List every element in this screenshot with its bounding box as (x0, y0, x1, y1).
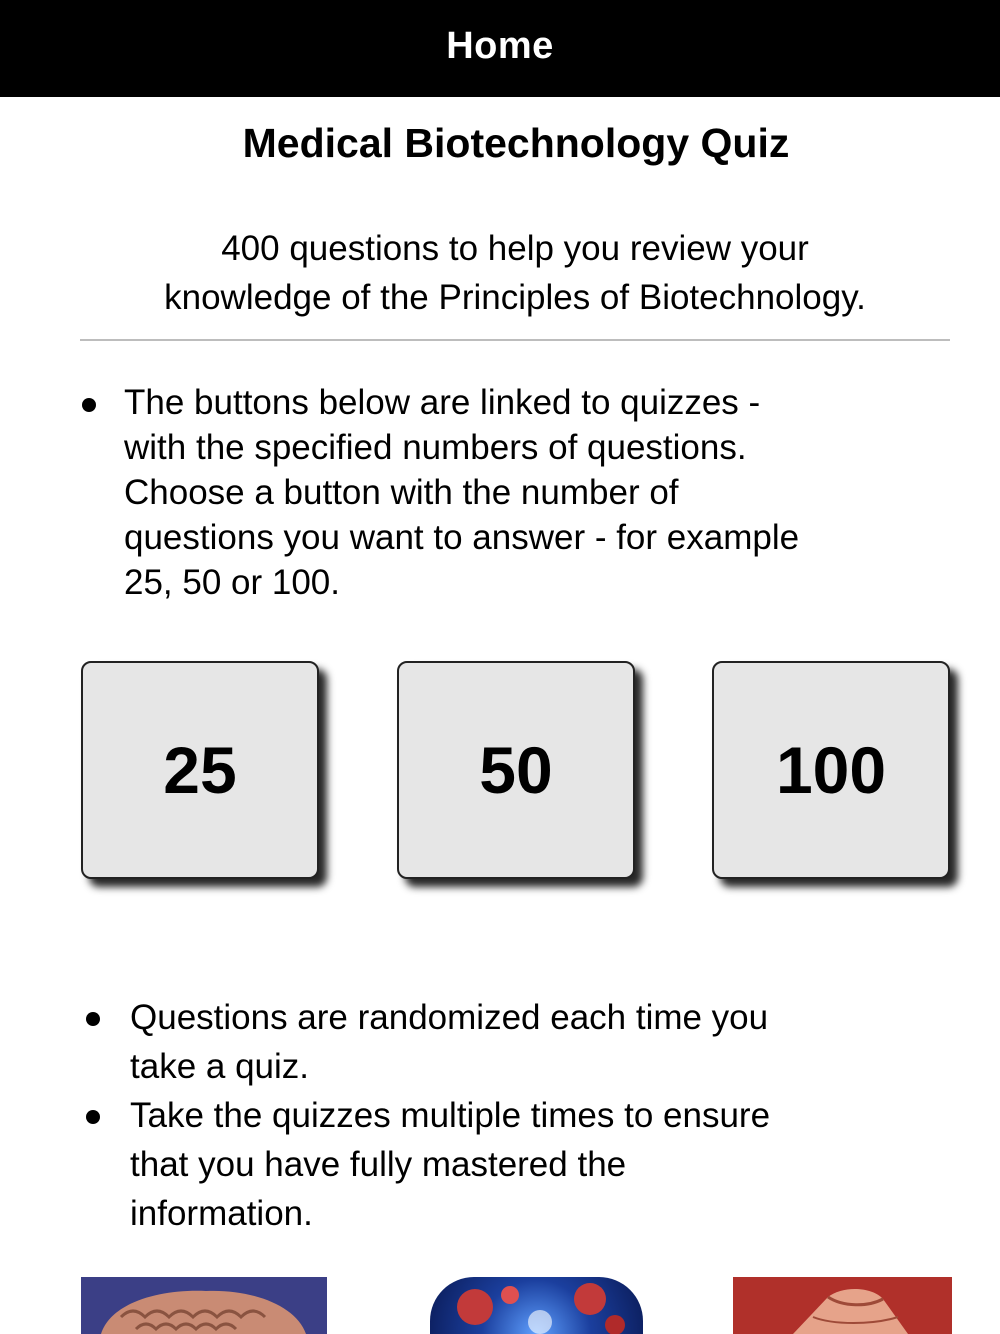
instruction-line: Choose a button with the number of (124, 473, 679, 512)
note-line: that you have fully mastered the (130, 1145, 627, 1184)
quiz-50-button[interactable]: 50 (397, 661, 635, 879)
quiz-25-button[interactable]: 25 (81, 661, 319, 879)
page-title: Medical Biotechnology Quiz (242, 120, 790, 166)
cells-image[interactable] (430, 1277, 643, 1334)
tissue-image[interactable] (733, 1277, 952, 1334)
instruction-line: 25, 50 or 100. (124, 563, 340, 602)
note-line: take a quiz. (130, 1047, 309, 1086)
nav-bar (0, 0, 1000, 97)
note-line: Questions are randomized each time you (130, 998, 769, 1037)
instruction-line: with the specified numbers of questions. (124, 428, 747, 467)
intro-text (60, 224, 970, 322)
nav-title: Home (446, 25, 554, 67)
notes-list (130, 993, 980, 1238)
divider (80, 339, 950, 341)
tissue-illustration (733, 1277, 952, 1334)
brain-image[interactable] (81, 1277, 327, 1334)
instruction-line: questions you want to answer - for example (124, 518, 800, 557)
intro-line: knowledge of the Principles of Biotechnology. (164, 278, 866, 317)
intro-line: 400 questions to help you review your (221, 229, 809, 268)
list-item (124, 380, 974, 605)
note-line: Take the quizzes multiple times to ensure (130, 1096, 771, 1135)
note-line: information. (130, 1194, 313, 1233)
quiz-100-button[interactable]: 100 (712, 661, 950, 879)
cells-illustration (430, 1277, 643, 1334)
instruction-line: The buttons below are linked to quizzes - (124, 383, 761, 422)
list-item (130, 993, 980, 1091)
list-item (130, 1091, 980, 1238)
instructions-list (124, 380, 974, 605)
brain-illustration (81, 1277, 327, 1334)
